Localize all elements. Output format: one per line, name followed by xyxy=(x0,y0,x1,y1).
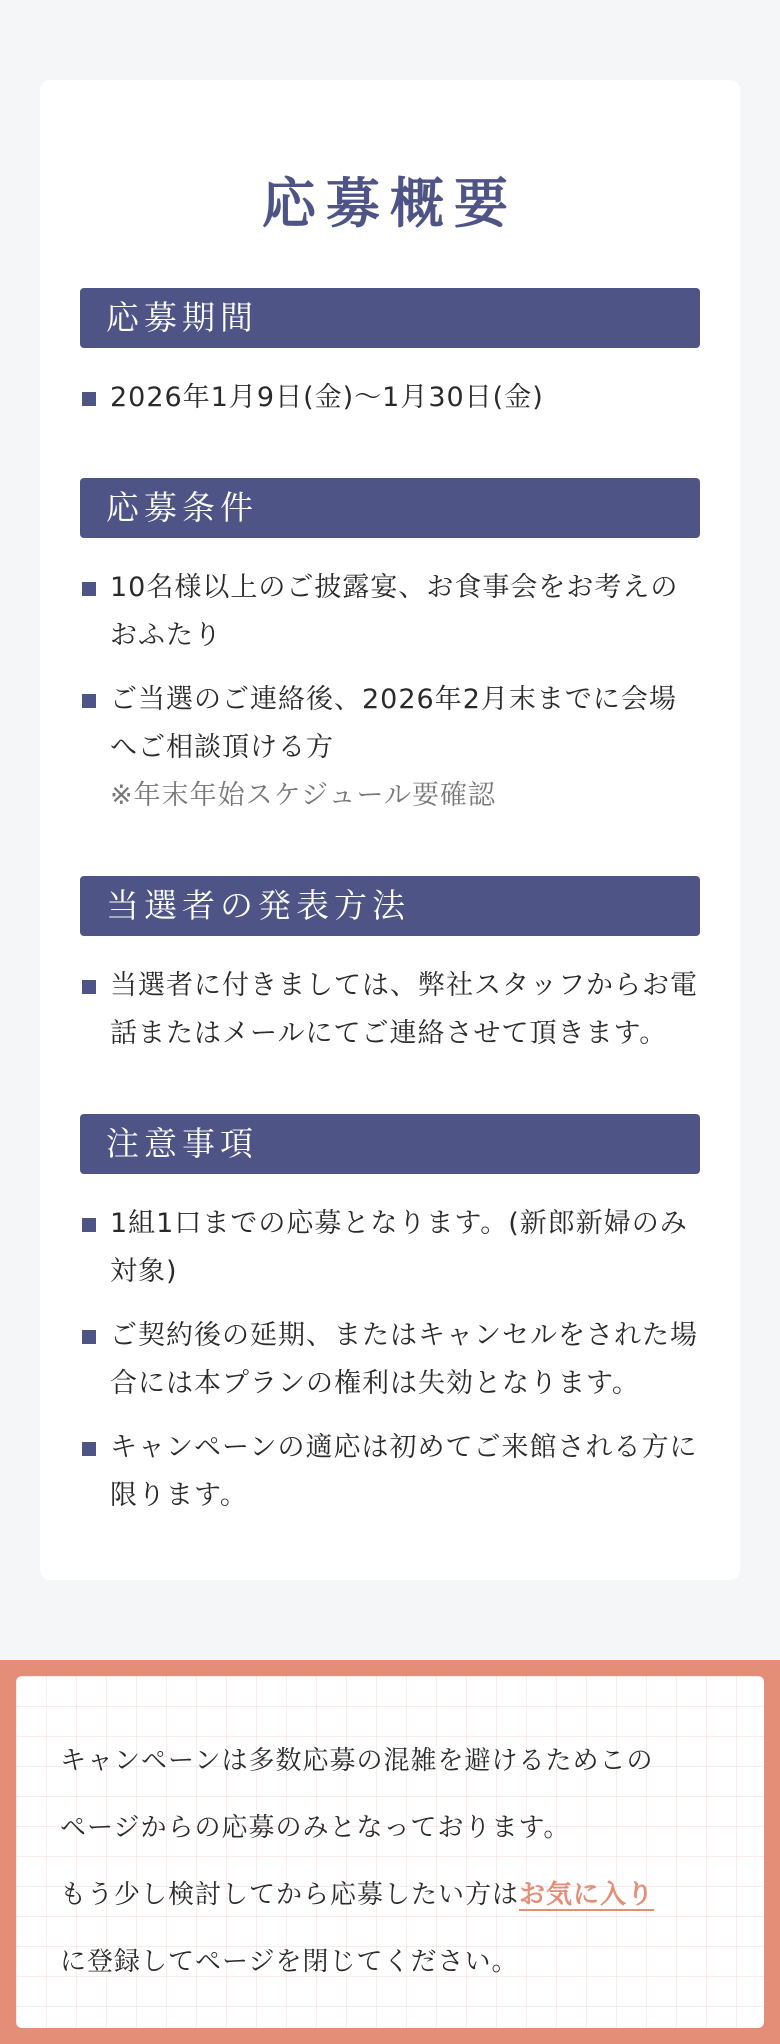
square-bullet-icon xyxy=(82,1330,96,1344)
list-item-text: ご契約後の延期、またはキャンセルをされた場合には本プランの権利は失効となります。 xyxy=(110,1320,698,1399)
list-item-text: 2026年1月9日(金)〜1月30日(金) xyxy=(110,382,544,413)
section-winner-announcement xyxy=(80,876,700,1058)
bullet-list xyxy=(80,962,700,1058)
favorite-link[interactable]: お気に入り xyxy=(519,1880,655,1910)
square-bullet-icon xyxy=(82,694,96,708)
list-item-text: キャンペーンの適応は初めてご来館される方に限ります。 xyxy=(110,1432,698,1511)
application-overview-card xyxy=(40,80,740,1580)
list-item xyxy=(80,676,700,820)
notice-text-line xyxy=(60,1862,744,1929)
section-notes xyxy=(80,1114,700,1520)
list-item xyxy=(80,1200,700,1296)
list-item xyxy=(80,374,700,422)
bullet-list xyxy=(80,1200,700,1520)
square-bullet-icon xyxy=(82,980,96,994)
overview-title: 応募概要 xyxy=(262,171,518,235)
section-heading: 応募条件 xyxy=(80,478,700,538)
list-item-text: 当選者に付きましては、弊社スタッフからお電話またはメールにてご連絡させて頂きます。 xyxy=(110,970,698,1049)
list-item xyxy=(80,1312,700,1408)
square-bullet-icon xyxy=(82,1442,96,1456)
notice-text-line: に登録してページを閉じてください。 xyxy=(60,1947,519,1977)
section-heading: 注意事項 xyxy=(80,1114,700,1174)
list-item xyxy=(80,564,700,660)
list-item xyxy=(80,962,700,1058)
list-item-text: 1組1口までの応募となります。(新郎新婦のみ対象) xyxy=(110,1208,688,1287)
section-heading: 当選者の発表方法 xyxy=(80,876,700,936)
notice-text-line: ページからの応募のみとなっております。 xyxy=(60,1813,571,1843)
square-bullet-icon xyxy=(82,392,96,406)
notice-text-prefix: もう少し検討してから応募したい方は xyxy=(60,1880,520,1910)
list-item-text: 10名様以上のご披露宴、お食事会をお考えのおふたり xyxy=(110,572,679,651)
notice-box xyxy=(16,1676,764,2028)
notice-band xyxy=(0,1660,780,2044)
list-item-note: ※年末年始スケジュール要確認 xyxy=(110,780,497,811)
square-bullet-icon xyxy=(82,582,96,596)
section-application-conditions xyxy=(80,478,700,820)
section-application-period xyxy=(80,288,700,422)
bullet-list xyxy=(80,374,700,422)
notice-text-line: キャンペーンは多数応募の混雑を避けるためこの xyxy=(60,1746,654,1776)
list-item-text: ご当選のご連絡後、2026年2月末までに会場へご相談頂ける方 xyxy=(110,684,677,763)
square-bullet-icon xyxy=(82,1218,96,1232)
bullet-list xyxy=(80,564,700,820)
section-heading: 応募期間 xyxy=(80,288,700,348)
list-item xyxy=(80,1424,700,1520)
